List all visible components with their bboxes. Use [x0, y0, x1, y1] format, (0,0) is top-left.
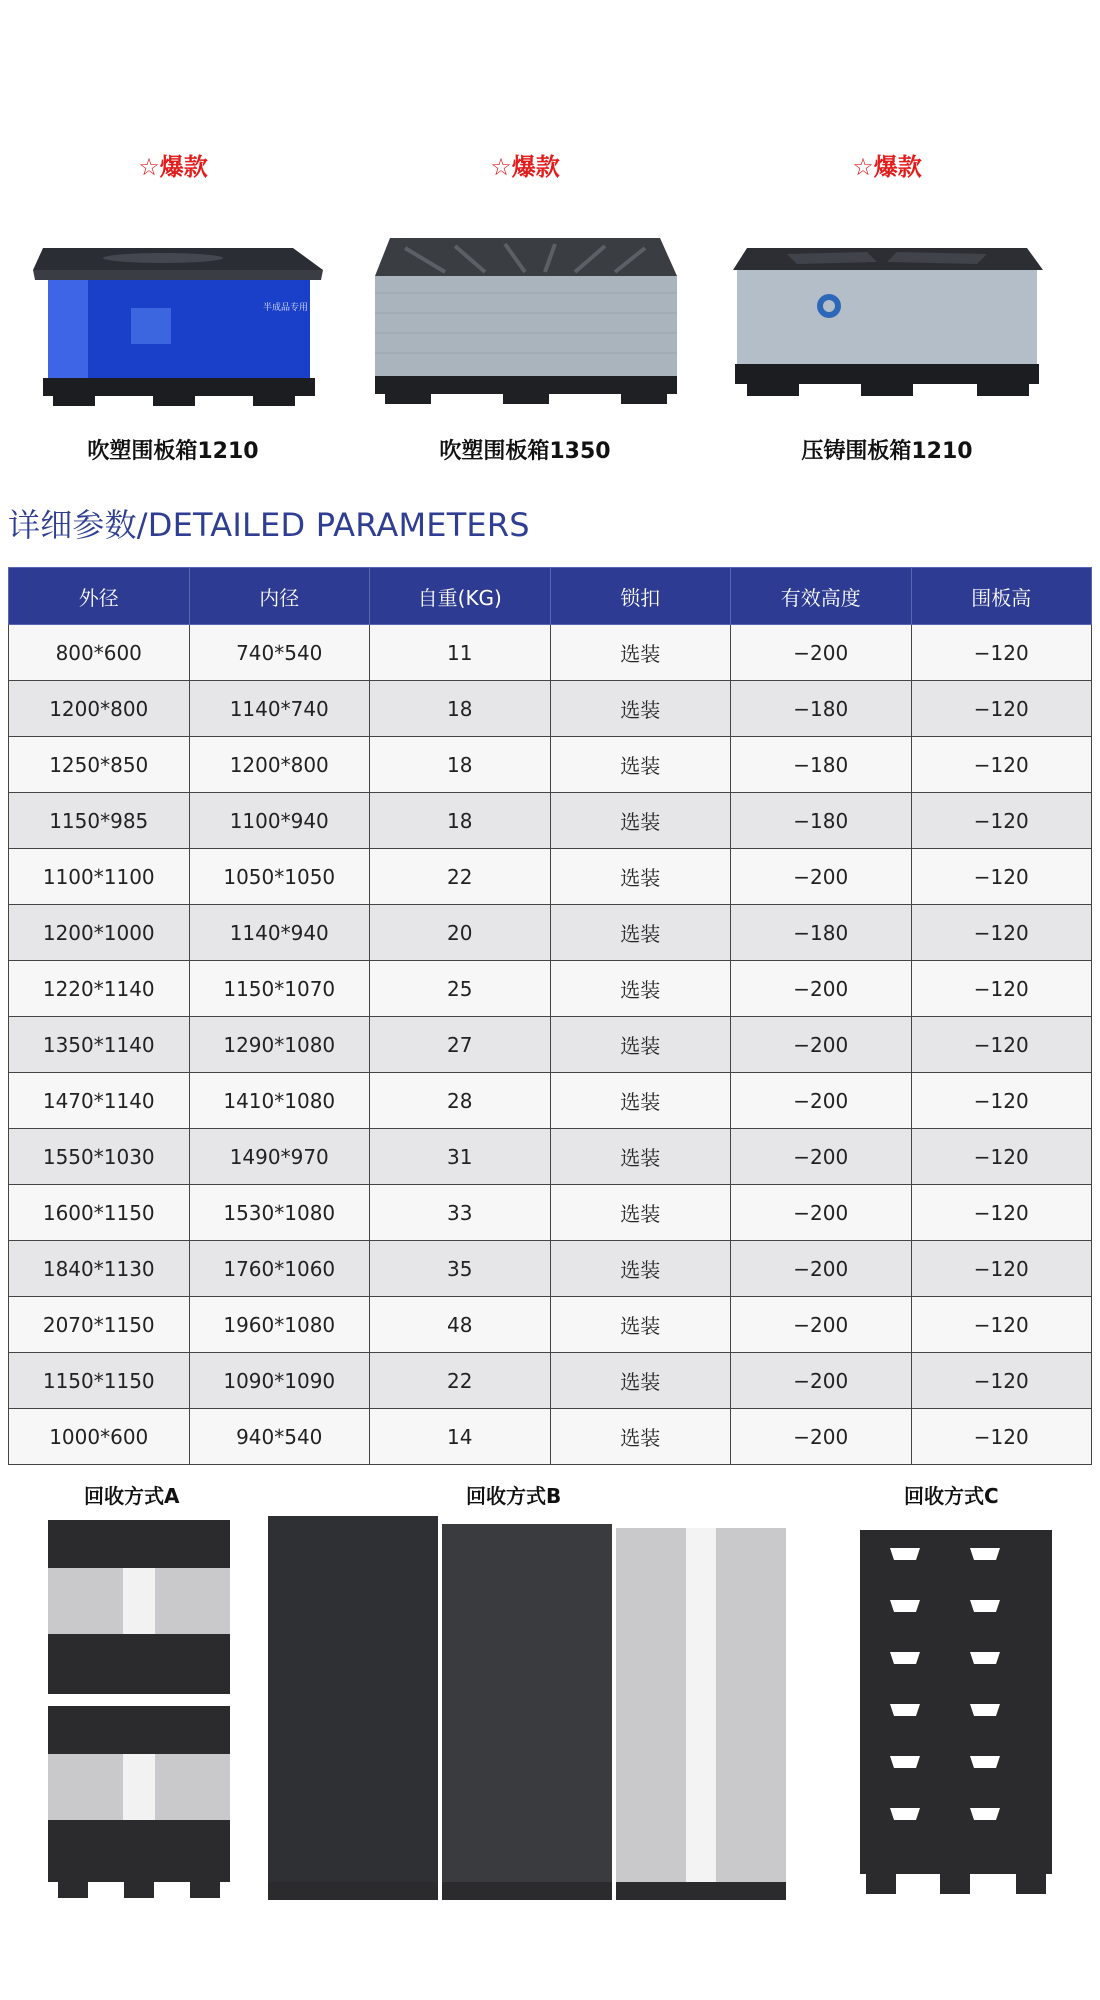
table-cell-lock: 选装: [550, 1017, 731, 1073]
product-showcase: [0, 150, 1100, 470]
table-row: [9, 625, 1092, 681]
table-cell-effective-height: −180: [731, 681, 912, 737]
table-cell-panel-height: −120: [911, 905, 1092, 961]
table-cell-lock: 选装: [550, 1185, 731, 1241]
table-cell-panel-height: −120: [911, 1409, 1092, 1465]
column-header-outer-size: 外径: [9, 568, 190, 625]
table-cell-outer-size: 1150*985: [9, 793, 190, 849]
table-cell-outer-size: 1100*1100: [9, 849, 190, 905]
product-name: 吹塑围板箱1350: [439, 439, 611, 464]
table-cell-lock: 选装: [550, 1073, 731, 1129]
table-cell-lock: 选装: [550, 1241, 731, 1297]
table-cell-effective-height: −180: [731, 905, 912, 961]
table-cell-outer-size: 800*600: [9, 625, 190, 681]
column-header-effective-height: 有效高度: [731, 568, 912, 625]
hot-badge: ☆爆款: [852, 153, 922, 181]
table-cell-panel-height: −120: [911, 961, 1092, 1017]
table-cell-outer-size: 1200*800: [9, 681, 190, 737]
table-cell-effective-height: −180: [731, 737, 912, 793]
table-cell-weight: 35: [370, 1241, 551, 1297]
product-image-die-cast-1210: [727, 188, 1047, 408]
svg-text:半成品专用: 半成品专用: [263, 303, 309, 313]
table-cell-inner-size: 1760*1060: [189, 1241, 370, 1297]
table-cell-outer-size: 1600*1150: [9, 1185, 190, 1241]
table-row: [9, 737, 1092, 793]
table-cell-weight: 14: [370, 1409, 551, 1465]
column-header-weight: 自重(KG): [370, 568, 551, 625]
table-row: [9, 1353, 1092, 1409]
recycle-section: [0, 1470, 1100, 1940]
table-cell-effective-height: −200: [731, 961, 912, 1017]
table-cell-weight: 25: [370, 961, 551, 1017]
table-cell-inner-size: 1100*940: [189, 793, 370, 849]
product-image-blow-molded-1210: [13, 188, 333, 408]
table-cell-effective-height: −200: [731, 625, 912, 681]
table-cell-weight: 20: [370, 905, 551, 961]
table-cell-outer-size: 1220*1140: [9, 961, 190, 1017]
table-cell-inner-size: 1050*1050: [189, 849, 370, 905]
table-cell-inner-size: 1960*1080: [189, 1297, 370, 1353]
table-cell-inner-size: 940*540: [189, 1409, 370, 1465]
product-name: 压铸围板箱1210: [801, 439, 973, 464]
table-row: [9, 905, 1092, 961]
table-cell-outer-size: 1000*600: [9, 1409, 190, 1465]
column-header-lock: 锁扣: [550, 568, 731, 625]
table-cell-lock: 选装: [550, 849, 731, 905]
column-header-panel-height: 围板高: [911, 568, 1092, 625]
table-cell-inner-size: 1530*1080: [189, 1185, 370, 1241]
table-row: [9, 849, 1092, 905]
table-cell-panel-height: −120: [911, 1241, 1092, 1297]
table-cell-effective-height: −200: [731, 1017, 912, 1073]
table-cell-lock: 选装: [550, 1297, 731, 1353]
table-cell-weight: 48: [370, 1297, 551, 1353]
hot-badge: ☆爆款: [138, 153, 208, 181]
parameters-table: [8, 567, 1092, 1465]
table-cell-effective-height: −200: [731, 1073, 912, 1129]
table-row: [9, 1129, 1092, 1185]
table-cell-panel-height: −120: [911, 849, 1092, 905]
table-cell-panel-height: −120: [911, 1185, 1092, 1241]
table-row: [9, 1297, 1092, 1353]
table-cell-panel-height: −120: [911, 1353, 1092, 1409]
table-cell-effective-height: −200: [731, 1297, 912, 1353]
table-cell-effective-height: −200: [731, 1353, 912, 1409]
table-cell-weight: 18: [370, 681, 551, 737]
table-cell-outer-size: 1470*1140: [9, 1073, 190, 1129]
table-cell-panel-height: −120: [911, 681, 1092, 737]
table-row: [9, 1241, 1092, 1297]
table-cell-lock: 选装: [550, 681, 731, 737]
table-cell-lock: 选装: [550, 737, 731, 793]
table-cell-outer-size: 1350*1140: [9, 1017, 190, 1073]
table-cell-weight: 31: [370, 1129, 551, 1185]
table-cell-lock: 选装: [550, 1409, 731, 1465]
table-cell-outer-size: 1200*1000: [9, 905, 190, 961]
table-row: [9, 1409, 1092, 1465]
recycle-stack-c-image: [860, 1530, 1052, 1896]
hot-badge: ☆爆款: [490, 153, 560, 181]
table-cell-weight: 27: [370, 1017, 551, 1073]
table-cell-inner-size: 1490*970: [189, 1129, 370, 1185]
table-cell-outer-size: 1550*1030: [9, 1129, 190, 1185]
table-cell-weight: 22: [370, 849, 551, 905]
table-row: [9, 961, 1092, 1017]
table-cell-panel-height: −120: [911, 793, 1092, 849]
table-cell-lock: 选装: [550, 961, 731, 1017]
recycle-method-c-label: 回收方式C: [904, 1484, 999, 1508]
table-cell-panel-height: −120: [911, 1073, 1092, 1129]
table-cell-outer-size: 1150*1150: [9, 1353, 190, 1409]
table-cell-lock: 选装: [550, 793, 731, 849]
recycle-method-b-label: 回收方式B: [466, 1484, 562, 1508]
table-cell-weight: 18: [370, 793, 551, 849]
table-cell-effective-height: −200: [731, 1185, 912, 1241]
table-cell-inner-size: 1410*1080: [189, 1073, 370, 1129]
table-cell-weight: 18: [370, 737, 551, 793]
product-card[interactable]: [8, 150, 338, 465]
table-row: [9, 1073, 1092, 1129]
table-cell-panel-height: −120: [911, 1017, 1092, 1073]
table-cell-effective-height: −200: [731, 1409, 912, 1465]
table-cell-lock: 选装: [550, 625, 731, 681]
table-cell-inner-size: 1200*800: [189, 737, 370, 793]
table-cell-panel-height: −120: [911, 737, 1092, 793]
table-cell-panel-height: −120: [911, 625, 1092, 681]
table-cell-weight: 22: [370, 1353, 551, 1409]
table-cell-outer-size: 1840*1130: [9, 1241, 190, 1297]
table-header-row: [9, 568, 1092, 625]
table-cell-inner-size: 1290*1080: [189, 1017, 370, 1073]
table-cell-panel-height: −120: [911, 1297, 1092, 1353]
table-cell-effective-height: −200: [731, 849, 912, 905]
table-cell-inner-size: 1140*940: [189, 905, 370, 961]
table-cell-lock: 选装: [550, 905, 731, 961]
product-image-blow-molded-1350: [365, 188, 685, 408]
table-cell-weight: 28: [370, 1073, 551, 1129]
table-row: [9, 1185, 1092, 1241]
product-card[interactable]: [722, 150, 1052, 465]
table-cell-effective-height: −200: [731, 1241, 912, 1297]
section-title: 详细参数/DETAILED PARAMETERS: [8, 506, 530, 544]
table-cell-weight: 33: [370, 1185, 551, 1241]
column-header-inner-size: 内径: [189, 568, 370, 625]
table-cell-lock: 选装: [550, 1129, 731, 1185]
recycle-stack-a-image: [48, 1520, 230, 1900]
table-cell-outer-size: 1250*850: [9, 737, 190, 793]
product-name: 吹塑围板箱1210: [87, 439, 259, 464]
recycle-stack-b-image: [268, 1516, 788, 1900]
table-row: [9, 793, 1092, 849]
table-row: [9, 1017, 1092, 1073]
table-cell-inner-size: 1150*1070: [189, 961, 370, 1017]
table-row: [9, 681, 1092, 737]
table-cell-inner-size: 1140*740: [189, 681, 370, 737]
table-cell-weight: 11: [370, 625, 551, 681]
table-cell-outer-size: 2070*1150: [9, 1297, 190, 1353]
recycle-method-a-label: 回收方式A: [84, 1484, 180, 1508]
table-cell-panel-height: −120: [911, 1129, 1092, 1185]
table-cell-lock: 选装: [550, 1353, 731, 1409]
product-card[interactable]: [360, 150, 690, 465]
table-cell-inner-size: 740*540: [189, 625, 370, 681]
table-cell-inner-size: 1090*1090: [189, 1353, 370, 1409]
table-cell-effective-height: −180: [731, 793, 912, 849]
table-cell-effective-height: −200: [731, 1129, 912, 1185]
